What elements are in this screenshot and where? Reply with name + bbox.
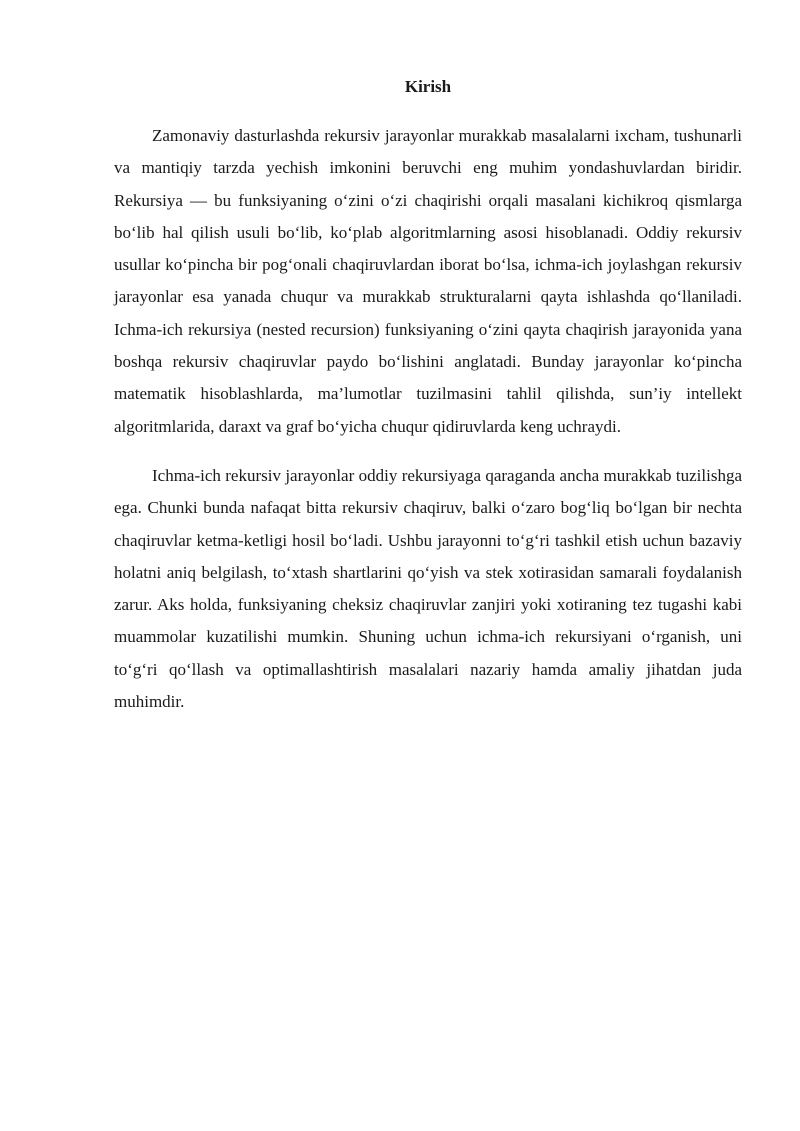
paragraph-2: Ichma-ich rekursiv jarayonlar oddiy rekursiyaga qaraganda ancha murakkab tuzilishga ega. Chunki bunda nafaqat bitta rekursiv chaqiruv, balki o‘zaro bog‘liq bo‘lgan bir nechta chaqiruvlar ketma-ketligi hosil bo‘ladi. Ushbu jarayonni to‘g‘ri tashkil etish uchun bazaviy holatni aniq belgilash, to‘xtash shartlarini qo‘yish va stek xotirasidan samarali foydalanish zarur. Aks holda, funksiyaning cheksiz chaqiruvlar zanjiri yoki xotiraning tez tugashi kabi muammolar kuzatilishi mumkin. Shuning uchun ichma-ich rekursiyani o‘rganish, uni to‘g‘ri qo‘llash va optimallashtirish masalalari nazariy hamda amaliy jihatdan juda muhimdir. xyxy=(114,465,742,712)
paragraph-1: Zamonaviy dasturlashda rekursiv jarayonlar murakkab masalalarni ixcham, tushunarli va mantiqiy tarzda yechish imkonini beruvchi eng muhim yondashuvlardan biridir. Rekursiya — bu funksiyaning o‘zini o‘zi chaqirishi orqali masalani kichikroq qismlarga bo‘lib hal qilish usuli bo‘lib, ko‘plab algoritmlarning asosi hisoblanadi. Oddiy rekursiv usullar ko‘pincha bir pog‘onali chaqiruvlardan iborat bo‘lsa, ichma-ich joylashgan rekursiv jarayonlar esa yanada chuqur va murakkab strukturalarni qayta ishlashda qo‘llaniladi. Ichma-ich rekursiya (nested recursion) funksiyaning o‘zini qayta chaqirish jarayonida yana boshqa rekursiv chaqiruvlar paydo bo‘lishini anglatadi. Bunday jarayonlar ko‘pincha matematik hisoblashlarda, ma’lumotlar tuzilmasini tahlil qilishda, sun’iy intellekt algoritmlarida, daraxt va graf bo‘yicha chuqur qidiruvlarda keng uchraydi. xyxy=(114,126,742,436)
section-title: Kirish xyxy=(404,77,452,96)
document-page xyxy=(114,76,742,735)
